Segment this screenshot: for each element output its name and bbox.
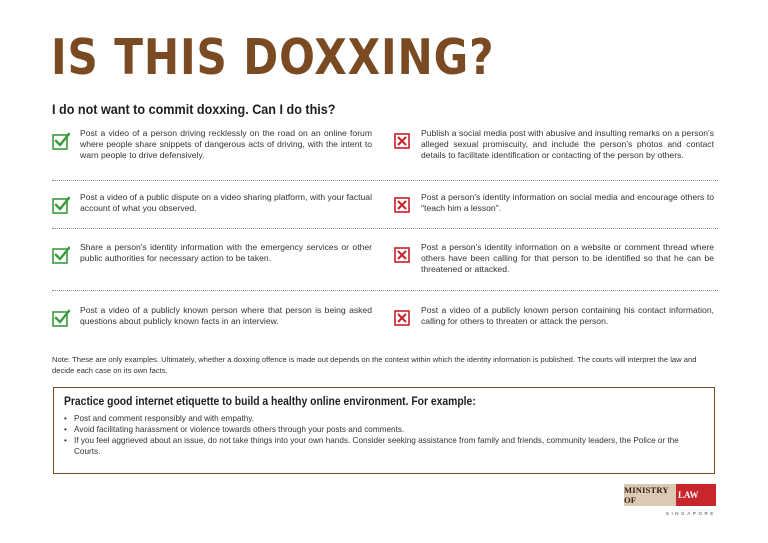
etiquette-box [53, 387, 715, 474]
check-box-icon [52, 132, 70, 150]
list-item: • If you feel aggrieved about an issue, do not take things into your own hands. Consider seeking assistance from family and friends, community leaders, the Police or the Courts. [64, 435, 704, 457]
row-divider [52, 290, 718, 291]
page-title: IS THIS DOXXING? [51, 29, 495, 86]
cross-box-icon [393, 246, 411, 264]
not-allowed-example-text: Publish a social media post with abusive and insulting remarks on a person's alleged sexual promiscuity, and include the person's photos and contact details to facilitate identification or contacting of the person by others. [421, 128, 714, 160]
row-divider [52, 180, 718, 181]
logo-text-left: MINISTRY OF [624, 484, 676, 506]
etiquette-title: Practice good internet etiquette to build a healthy online environment. For example: [64, 396, 476, 408]
not-allowed-example [385, 305, 718, 341]
not-allowed-example [385, 192, 718, 228]
example-row [52, 242, 718, 290]
cross-box-icon [393, 132, 411, 150]
not-allowed-example-text: Post a person's identity information on a website or comment thread where others have been calling for that person to be identified so that he can be threatened or attacked. [421, 242, 714, 274]
not-allowed-example [385, 242, 718, 290]
check-box-icon [52, 309, 70, 327]
list-item: • Avoid facilitating harassment or violence towards others through your posts and comments. [64, 424, 704, 435]
allowed-example [52, 192, 385, 228]
page-subtitle: I do not want to commit doxxing. Can I do this? [52, 101, 336, 117]
allowed-example [52, 305, 385, 341]
disclaimer-note: Note: These are only examples. Ultimately, whether a doxxing offence is made out depends on the context within which the identity information is published. The courts will interpret the law and decide each case on its own facts. [52, 355, 697, 375]
row-divider [52, 228, 718, 229]
ministry-of-law-logo [624, 484, 716, 518]
etiquette-list [64, 413, 704, 457]
allowed-example-text: Post a video of a person driving recklessly on the road on an online forum where people share snippets of dangerous acts of driving, with the intent to warn people to drive defensively. [80, 128, 372, 160]
not-allowed-example-text: Post a person's identity information on social media and encourage others to "teach him a lesson". [421, 192, 714, 213]
check-box-icon [52, 246, 70, 264]
allowed-example [52, 242, 385, 290]
example-row [52, 128, 718, 180]
logo-subtext: SINGAPORE [665, 511, 716, 516]
allowed-example [52, 128, 385, 180]
list-item: • Post and comment responsibly and with empathy. [64, 413, 704, 424]
allowed-example-text: Post a video of a public dispute on a video sharing platform, with your factual account of what you observed. [80, 192, 372, 213]
example-row [52, 305, 718, 341]
example-row [52, 192, 718, 228]
examples-list [52, 128, 718, 341]
not-allowed-example [385, 128, 718, 180]
check-box-icon [52, 196, 70, 214]
cross-box-icon [393, 309, 411, 327]
not-allowed-example-text: Post a video of a publicly known person containing his contact information, calling for others to threaten or attack the person. [421, 305, 714, 326]
allowed-example-text: Post a video of a publicly known person where that person is being asked questions about publicly known facts in an interview. [80, 305, 372, 326]
allowed-example-text: Share a person's identity information with the emergency services or other public authorities for necessary action to be taken. [80, 242, 372, 263]
cross-box-icon [393, 196, 411, 214]
logo-text-right: LAW [676, 484, 716, 506]
